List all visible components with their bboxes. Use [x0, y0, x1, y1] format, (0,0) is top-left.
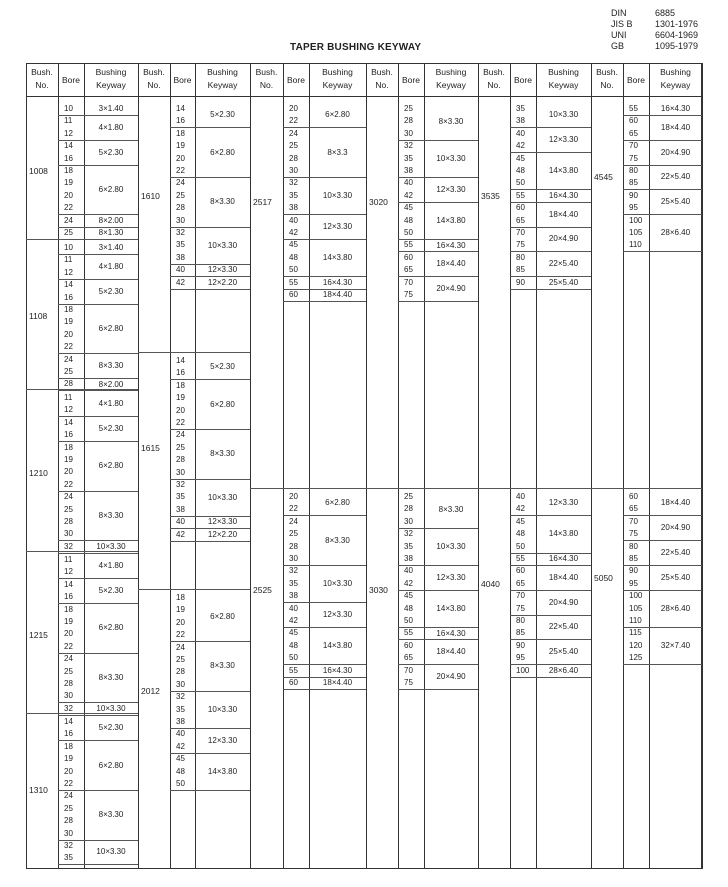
- bore-cell: 24 25 28 30: [64, 492, 73, 539]
- column-divider: [510, 63, 511, 869]
- bush-number: 1215: [29, 629, 48, 640]
- column-divider: [591, 63, 592, 869]
- standard-name: GB: [611, 41, 625, 51]
- bush-end: [398, 689, 478, 690]
- keyway-cell: 22×5.40: [548, 622, 579, 632]
- standard-code: 1301-1976: [655, 19, 699, 29]
- bore-cell: 55: [516, 554, 525, 563]
- bore-cell: 24: [64, 215, 73, 225]
- header-bush: Bush. No.: [371, 67, 393, 90]
- keyway-cell: 6×2.80: [98, 323, 124, 333]
- bore-cell: 55: [404, 240, 413, 250]
- bore-cell: 40: [176, 517, 185, 527]
- bush-number: 1615: [141, 443, 160, 453]
- bush-end: [510, 677, 591, 678]
- bore-cell: 60 65: [629, 492, 638, 514]
- header-bush: Bush. No.: [143, 67, 165, 90]
- keyway-cell: 8×3.30: [210, 197, 235, 207]
- bore-cell: 45 48 50: [516, 516, 525, 551]
- header-keyway: Bushing Keyway: [660, 67, 691, 90]
- keyway-cell: 6×2.80: [98, 623, 124, 633]
- bore-cell: 80 85: [516, 616, 525, 638]
- bush-end: [283, 301, 366, 302]
- bore-cell: 24 25 28 30: [64, 654, 73, 701]
- bore-cell: 42: [176, 529, 185, 539]
- keyway-cell: 18×4.40: [548, 572, 579, 582]
- bore-cell: 70 75: [629, 141, 638, 163]
- bore-cell: 11 12: [64, 255, 73, 277]
- keyway-cell: 8×1.30: [98, 228, 124, 238]
- bush-divider: [138, 589, 250, 590]
- keyway-cell: 6×2.80: [98, 760, 124, 770]
- standards-list: [611, 8, 698, 52]
- keyway-cell: 8×3.30: [98, 810, 124, 820]
- column-divider: [649, 63, 650, 869]
- bore-cell: 45 48 50: [404, 203, 413, 237]
- header-bush: Bush. No.: [483, 67, 505, 90]
- bush-number: 3030: [369, 585, 388, 596]
- column-divider: [366, 63, 367, 869]
- keyway-cell: 12×3.30: [436, 184, 466, 194]
- bush-number: 2012: [141, 686, 160, 697]
- keyway-cell: 18×4.40: [322, 678, 353, 688]
- column-divider: [623, 63, 624, 869]
- bore-cell: 100 105 110: [629, 215, 643, 250]
- column-divider: [138, 63, 139, 869]
- keyway-cell: 12×3.30: [207, 517, 238, 527]
- bore-cell: 18 19 20 22: [64, 166, 73, 213]
- keyway-cell: 14×3.80: [207, 766, 238, 776]
- keyway-cell: 18×4.40: [436, 259, 466, 269]
- bore-cell: 24 25 28 30: [289, 128, 298, 176]
- keyway-cell: 20×4.90: [660, 147, 691, 157]
- bush-number: 5050: [594, 572, 613, 583]
- bore-cell: 32 35 38: [176, 228, 185, 262]
- keyway-cell: 5×2.30: [98, 286, 124, 296]
- bore-cell: 45 48 50: [289, 628, 298, 663]
- bore-cell: 14 16: [176, 356, 185, 378]
- bore-cell: 32 35 38: [404, 529, 413, 563]
- column-divider: [536, 63, 537, 869]
- keyway-cell: 16×4.30: [436, 628, 466, 638]
- bore-cell: 18 19 20 22: [64, 305, 73, 352]
- keyway-cell: 18×4.40: [436, 647, 466, 657]
- standard-code: 6604-1969: [655, 30, 699, 40]
- keyway-cell: 12×3.30: [207, 735, 238, 745]
- keyway-cell: 3×1.40: [98, 243, 124, 253]
- keyway-cell: 20×4.90: [548, 234, 579, 244]
- keyway-cell: 18×4.40: [660, 498, 691, 508]
- keyway-cell: 18×4.40: [548, 209, 579, 219]
- bore-cell: 115 120 125: [629, 628, 643, 663]
- bush-divider: [26, 713, 138, 714]
- keyway-cell: 20×4.90: [436, 672, 466, 681]
- keyway-cell: 8×3.30: [438, 504, 464, 514]
- keyway-cell: 10×3.30: [207, 704, 238, 714]
- bore-cell: 55: [289, 277, 298, 287]
- keyway-cell: 8×3.30: [210, 661, 235, 671]
- bush-number: 3020: [369, 197, 388, 208]
- bore-cell: 70 75: [404, 277, 413, 299]
- keyway-cell: 4×1.80: [98, 399, 124, 409]
- bush-number: 2525: [253, 585, 272, 596]
- header-divider: [26, 96, 702, 97]
- keyway-cell: 12×2.20: [207, 277, 238, 287]
- bore-cell: 20 22: [289, 104, 298, 126]
- keyway-cell: 5×2.30: [98, 147, 124, 157]
- keyway-cell: 14×3.80: [322, 253, 353, 262]
- bore-cell: 18 19 20 22: [64, 741, 73, 789]
- standard-code: 1095-1979: [655, 41, 699, 51]
- header-keyway: Bushing Keyway: [207, 67, 238, 90]
- bore-cell: 32 35 38: [176, 692, 185, 726]
- bore-cell: 40 42: [516, 128, 525, 151]
- bore-cell: 11 12: [64, 116, 73, 138]
- keyway-cell: 32×7.40: [660, 641, 691, 650]
- bore-cell: 24 25 28 30: [176, 430, 185, 477]
- header-bore: Bore: [402, 75, 420, 85]
- keyway-cell: 5×2.30: [210, 362, 235, 372]
- keyway-cell: 22×5.40: [548, 259, 579, 269]
- bore-cell: 14 16: [64, 280, 73, 302]
- bush-divider: [591, 488, 702, 489]
- bush-number: 1210: [29, 467, 48, 478]
- standard-row: [611, 8, 698, 19]
- bore-cell: 55: [289, 665, 298, 675]
- bore-cell: 40 42: [289, 603, 298, 625]
- keyway-cell: 16×4.30: [322, 277, 353, 287]
- bush-end: [623, 251, 702, 252]
- bore-cell: 40 42: [516, 492, 525, 514]
- keyway-cell: 8×3.30: [98, 673, 124, 682]
- column-divider: [702, 63, 703, 869]
- header-bore: Bore: [62, 75, 80, 85]
- bore-cell: 32: [64, 541, 73, 551]
- keyway-cell: 8×3.3: [327, 147, 348, 157]
- keyway-cell: 14×3.80: [436, 215, 466, 225]
- keyway-cell: 10×3.30: [322, 191, 353, 200]
- bore-cell: 70 75: [629, 516, 638, 539]
- bush-end: [623, 664, 702, 665]
- keyway-cell: 6×2.80: [98, 184, 124, 194]
- bush-number: 4040: [481, 579, 500, 589]
- keyway-cell: 16×4.30: [436, 240, 466, 250]
- keyway-cell: 5×2.30: [210, 110, 235, 120]
- keyway-cell: 8×2.00: [98, 379, 124, 389]
- bore-cell: 60 65: [404, 640, 413, 663]
- header-bush: Bush. No.: [596, 67, 618, 90]
- header-bush: Bush. No.: [255, 67, 278, 90]
- standard-name: DIN: [611, 8, 627, 18]
- bore-cell: 11 12: [64, 393, 73, 415]
- column-divider: [309, 63, 310, 869]
- bore-cell: 70 75: [404, 665, 413, 687]
- bore-cell: 40: [176, 265, 185, 275]
- keyway-cell: 5×2.30: [98, 723, 124, 733]
- keyway-cell: 25×5.40: [548, 277, 579, 287]
- bore-cell: 32 35 38: [289, 566, 298, 601]
- bush-end: [510, 289, 591, 290]
- bush-divider: [138, 352, 250, 353]
- bush-number: 1008: [29, 166, 48, 177]
- keyway-cell: 8×2.00: [98, 215, 124, 225]
- keyway-cell: 22×5.40: [660, 172, 691, 182]
- keyway-cell: 10×3.30: [96, 704, 126, 713]
- bore-cell: 90: [516, 277, 525, 287]
- bore-cell: 28: [64, 379, 73, 389]
- bush-number: 4545: [594, 172, 613, 183]
- keyway-cell: 6×2.80: [210, 611, 235, 621]
- keyway-cell: 12×3.30: [548, 135, 579, 145]
- bore-cell: 70 75: [516, 228, 525, 250]
- column-divider: [478, 63, 479, 869]
- keyway-cell: 25×5.40: [660, 197, 691, 207]
- bush-divider: [478, 488, 591, 489]
- header-bore: Bore: [514, 75, 532, 85]
- bush-end: [283, 689, 366, 690]
- bore-cell: 32 35 38: [176, 480, 185, 514]
- bore-cell: 25 28 30: [404, 492, 413, 526]
- bush-end: [170, 289, 250, 290]
- bore-cell: 55: [629, 104, 638, 113]
- bore-cell: 18 19 20 22: [64, 442, 73, 489]
- bore-cell: 11 12: [64, 555, 73, 577]
- bush-divider: [26, 551, 138, 552]
- bore-cell: 14 16: [64, 579, 73, 602]
- keyway-cell: 8×3.30: [438, 116, 464, 126]
- keyway-cell: 16×4.30: [660, 104, 691, 114]
- keyway-cell: 6×2.80: [210, 399, 235, 409]
- header-bore: Bore: [173, 75, 192, 85]
- bore-cell: 18 19 20 22: [176, 128, 185, 176]
- keyway-cell: 8×3.30: [210, 449, 235, 459]
- keyway-cell: 22×5.40: [660, 548, 691, 557]
- bore-cell: 20 22: [289, 492, 298, 514]
- header-bore: Bore: [627, 75, 645, 85]
- keyway-cell: 20×4.90: [436, 284, 466, 293]
- bore-cell: 80 85: [516, 252, 525, 275]
- bore-cell: 90 95: [629, 190, 638, 213]
- bush-end: [170, 541, 250, 542]
- keyway-cell: 10×3.30: [207, 492, 238, 502]
- keyway-cell: 4×1.80: [98, 122, 124, 132]
- keyway-cell: 6×2.80: [325, 110, 350, 120]
- bore-cell: 32: [64, 703, 73, 713]
- bush-number: 1610: [141, 191, 160, 201]
- keyway-cell: 10×3.30: [436, 541, 466, 551]
- header-keyway: Bushing Keyway: [95, 67, 127, 90]
- bore-cell: 55: [404, 628, 413, 638]
- bore-cell: 45 48 50: [289, 240, 298, 275]
- bore-cell: 10: [64, 104, 73, 113]
- keyway-cell: 12×3.30: [436, 572, 466, 582]
- keyway-cell: 14×3.80: [548, 166, 579, 176]
- keyway-cell: 6×2.80: [210, 147, 235, 157]
- keyway-cell: 3×1.40: [98, 104, 124, 114]
- bore-cell: 40 42: [404, 566, 413, 588]
- keyway-cell: 16×4.30: [548, 191, 579, 200]
- bore-cell: 18 19 20 22: [176, 380, 185, 428]
- keyway-cell: 12×3.30: [322, 610, 353, 619]
- bore-cell: 100: [516, 665, 530, 675]
- keyway-cell: 28×6.40: [548, 665, 579, 675]
- keyway-cell: 10×3.30: [322, 579, 353, 588]
- keyway-cell: 10×3.30: [436, 153, 466, 163]
- keyway-cell: 12×3.30: [322, 222, 353, 231]
- bore-cell: 14 16: [176, 104, 185, 126]
- keyway-cell: 16×4.30: [322, 665, 353, 675]
- bush-divider: [26, 389, 138, 390]
- keyway-cell: 18×4.40: [660, 122, 691, 132]
- bore-cell: 14 16: [64, 417, 73, 440]
- keyway-cell: 25×5.40: [660, 572, 691, 582]
- bore-cell: 24 25 28 30: [289, 516, 298, 564]
- bore-cell: 70 75: [516, 591, 525, 613]
- keyway-cell: 20×4.90: [548, 597, 579, 607]
- bush-number: 3535: [481, 191, 500, 201]
- bore-cell: 24 25 28 30: [176, 178, 185, 225]
- keyway-cell: 6×2.80: [98, 461, 124, 471]
- keyway-cell: 25×5.40: [548, 647, 579, 657]
- column-divider: [195, 63, 196, 869]
- bush-number: 1310: [29, 785, 48, 796]
- bore-cell: 60 65: [516, 566, 525, 588]
- bore-cell: 14 16: [64, 141, 73, 163]
- standard-row: [611, 19, 698, 30]
- header-keyway: Bushing Keyway: [435, 67, 467, 90]
- bore-cell: 25: [64, 228, 73, 237]
- keyway-cell: 18×4.40: [322, 290, 353, 300]
- bore-cell: 60 65: [516, 203, 525, 225]
- keyway-cell: 8×3.30: [98, 361, 124, 370]
- bore-cell: 18 19 20 22: [64, 604, 73, 651]
- bore-cell: 24 25: [64, 354, 73, 376]
- bore-cell: 40 42: [289, 215, 298, 237]
- bore-cell: 40 42: [176, 729, 185, 751]
- bore-cell: 25 28 30: [404, 104, 413, 138]
- column-divider: [398, 63, 399, 869]
- keyway-cell: 10×3.30: [96, 847, 126, 857]
- keyway-cell: 4×1.80: [98, 561, 124, 571]
- keyway-cell: 28×6.40: [660, 228, 691, 238]
- bore-cell: 32 35 38: [404, 141, 413, 175]
- bore-cell: 32 35: [64, 841, 73, 863]
- bore-cell: 90 95: [629, 566, 638, 588]
- standard-code: 6885: [655, 8, 676, 18]
- page-title: TAPER BUSHING KEYWAY: [290, 42, 422, 53]
- bore-cell: 45 48 50: [176, 754, 185, 788]
- bore-cell: 80 85: [629, 541, 638, 563]
- bore-cell: 55: [516, 190, 525, 200]
- bush-number: 1108: [29, 311, 48, 322]
- standard-name: UNI: [611, 30, 627, 40]
- keyway-cell: 10×3.30: [548, 110, 579, 120]
- keyway-cell: 8×3.30: [325, 535, 350, 545]
- keyway-cell: 14×3.80: [322, 641, 353, 650]
- keyway-cell: 10×3.30: [207, 240, 238, 250]
- bush-end: [58, 864, 138, 865]
- keyway-cell: 12×3.30: [207, 265, 238, 275]
- standard-row: [611, 30, 698, 41]
- header-bore: Bore: [287, 75, 305, 85]
- keyway-cell: 10×3.30: [96, 542, 126, 551]
- bore-cell: 40 42: [404, 178, 413, 200]
- keyway-cell: 20×4.90: [660, 523, 691, 533]
- header-keyway: Bushing Keyway: [322, 67, 353, 90]
- bore-cell: 60 65: [404, 252, 413, 275]
- keyway-cell: 16×4.30: [548, 554, 579, 564]
- bush-end: [398, 301, 478, 302]
- bore-cell: 32 35 38: [289, 178, 298, 213]
- header-keyway: Bushing Keyway: [548, 67, 579, 90]
- bush-end: [170, 790, 250, 791]
- bore-cell: 90 95: [516, 640, 525, 663]
- keyway-cell: 6×2.80: [325, 498, 350, 508]
- keyway-cell: 4×1.80: [98, 261, 124, 271]
- header-bush: Bush. No.: [31, 67, 53, 90]
- bore-cell: 42: [176, 277, 185, 287]
- keyway-cell: 5×2.30: [98, 424, 124, 434]
- column-divider: [170, 63, 171, 869]
- keyway-cell: 12×2.20: [207, 529, 238, 539]
- bore-cell: 10: [64, 243, 73, 252]
- keyway-cell: 14×3.80: [548, 529, 579, 539]
- bore-cell: 24 25 28 30: [176, 642, 185, 689]
- keyway-cell: 12×3.30: [548, 498, 579, 508]
- bore-cell: 24 25 28 30: [64, 791, 73, 838]
- keyway-cell: 5×2.30: [98, 586, 124, 596]
- column-divider: [58, 63, 59, 869]
- bore-cell: 45 48 50: [404, 591, 413, 625]
- keyway-cell: 14×3.80: [436, 603, 466, 613]
- bore-cell: 18 19 20 22: [176, 593, 185, 640]
- column-divider: [250, 63, 251, 869]
- bore-cell: 60: [289, 678, 298, 687]
- standard-name: JIS B: [611, 19, 633, 29]
- standard-row: [611, 41, 698, 52]
- bush-divider: [366, 488, 478, 489]
- bore-cell: 45 48 50: [516, 153, 525, 188]
- column-divider: [283, 63, 284, 869]
- bore-cell: 60 65: [629, 116, 638, 138]
- bore-cell: 100 105 110: [629, 591, 643, 625]
- bush-divider: [250, 488, 366, 489]
- bore-cell: 35 38: [516, 104, 525, 126]
- bush-number: 2517: [253, 197, 272, 208]
- bore-cell: 80 85: [629, 166, 638, 188]
- bore-cell: 60: [289, 290, 298, 299]
- keyway-cell: 8×3.30: [98, 511, 124, 520]
- bore-cell: 14 16: [64, 717, 73, 739]
- keyway-cell: 28×6.40: [660, 603, 691, 613]
- bush-divider: [26, 239, 138, 240]
